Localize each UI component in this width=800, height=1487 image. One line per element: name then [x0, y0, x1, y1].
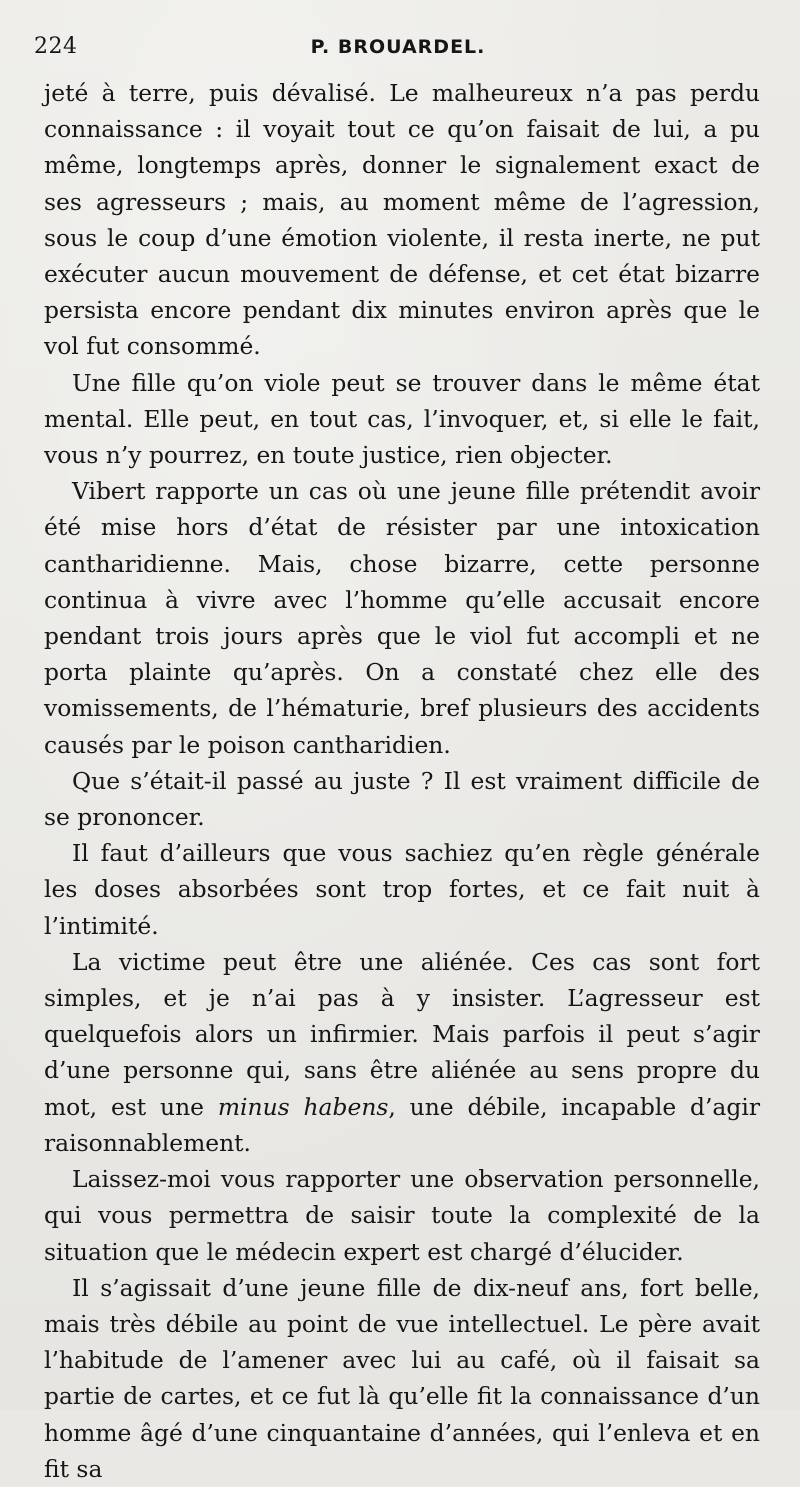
paragraph — [44, 944, 760, 1161]
text-run: Il faut d’ailleurs que vous sachiez qu’en règle générale les doses absorbées sont trop fortes, et ce fait nuit à l’intimité. — [44, 839, 760, 940]
text-run: Que s’était-il passé au juste ? Il est vraiment difficile de se prononcer. — [44, 766, 760, 832]
text-run: , une débile, incapable d’agir raisonnablement. — [44, 1092, 760, 1157]
text-run: jeté à terre, puis dévalisé. Le malheureux n’a pas perdu connaissance : il voyait tout ce qu’on faisait de lui, a pu même, longtemps après, donner le signalement exact de ses agresseurs ; mais, au moment même de l’agression, sous le coup d’une émotion violente, il resta inerte, ne put exécuter aucun mouvement de défense, et cet état bizarre persista encore pendant dix minutes environ après que le vol fut consommé. — [44, 79, 760, 361]
paragraph — [44, 835, 760, 944]
text-run: Il s’agissait d’une jeune fille de dix-neuf ans, fort belle, mais très débile au point de vue intellectuel. Le père avait l’habitude de l’amener avec lui au café, où il faisait sa partie de cartes, et ce fut là qu’elle fit la connaissance d’un homme âgé d’une cinquantaine d’années, qui l’enleva et en fit sa — [44, 1273, 760, 1483]
paragraph — [44, 75, 760, 365]
body-text — [44, 75, 760, 1487]
paragraph — [44, 1161, 760, 1270]
paragraph — [44, 473, 760, 763]
page-number: 224 — [34, 34, 78, 59]
text-run: La victime peut être une aliénée. Ces cas sont fort simples, et je n’ai pas à y insister. L’agresseur est quelquefois alors un infirmier. Mais parfois il peut s’agir d’une personne qui, sans être aliénée au sens propre du mot, est une — [44, 947, 760, 1121]
page-header — [34, 34, 762, 68]
text-run: Vibert rapporte un cas où une jeune fille prétendit avoir été mise hors d’état de résister par une intoxication cantharidienne. Mais, chose bizarre, cette personne continua à vivre avec l’homme qu’elle accusait encore pendant trois jours après que le viol fut accompli et ne porta plainte qu’après. On a constaté chez elle des vomissements, de l’hématurie, bref plusieurs des accidents causés par le poison cantharidien. — [44, 477, 760, 759]
paragraph — [44, 365, 760, 474]
text-run: Laissez-moi vous rapporter une observation personnelle, qui vous permettra de saisir toute la complexité de la situation que le médecin expert est chargé d’élucider. — [44, 1165, 760, 1266]
paragraph — [44, 763, 760, 835]
text-run: Une fille qu’on viole peut se trouver dans le même état mental. Elle peut, en tout cas, l’invoquer, et, si elle le fait, vous n’y pourrez, en toute justice, rien objecter. — [44, 368, 760, 470]
paragraph — [44, 1270, 760, 1487]
running-head: P. BROUARDEL. — [310, 36, 486, 58]
italic-text-run: minus habens — [217, 1092, 389, 1121]
